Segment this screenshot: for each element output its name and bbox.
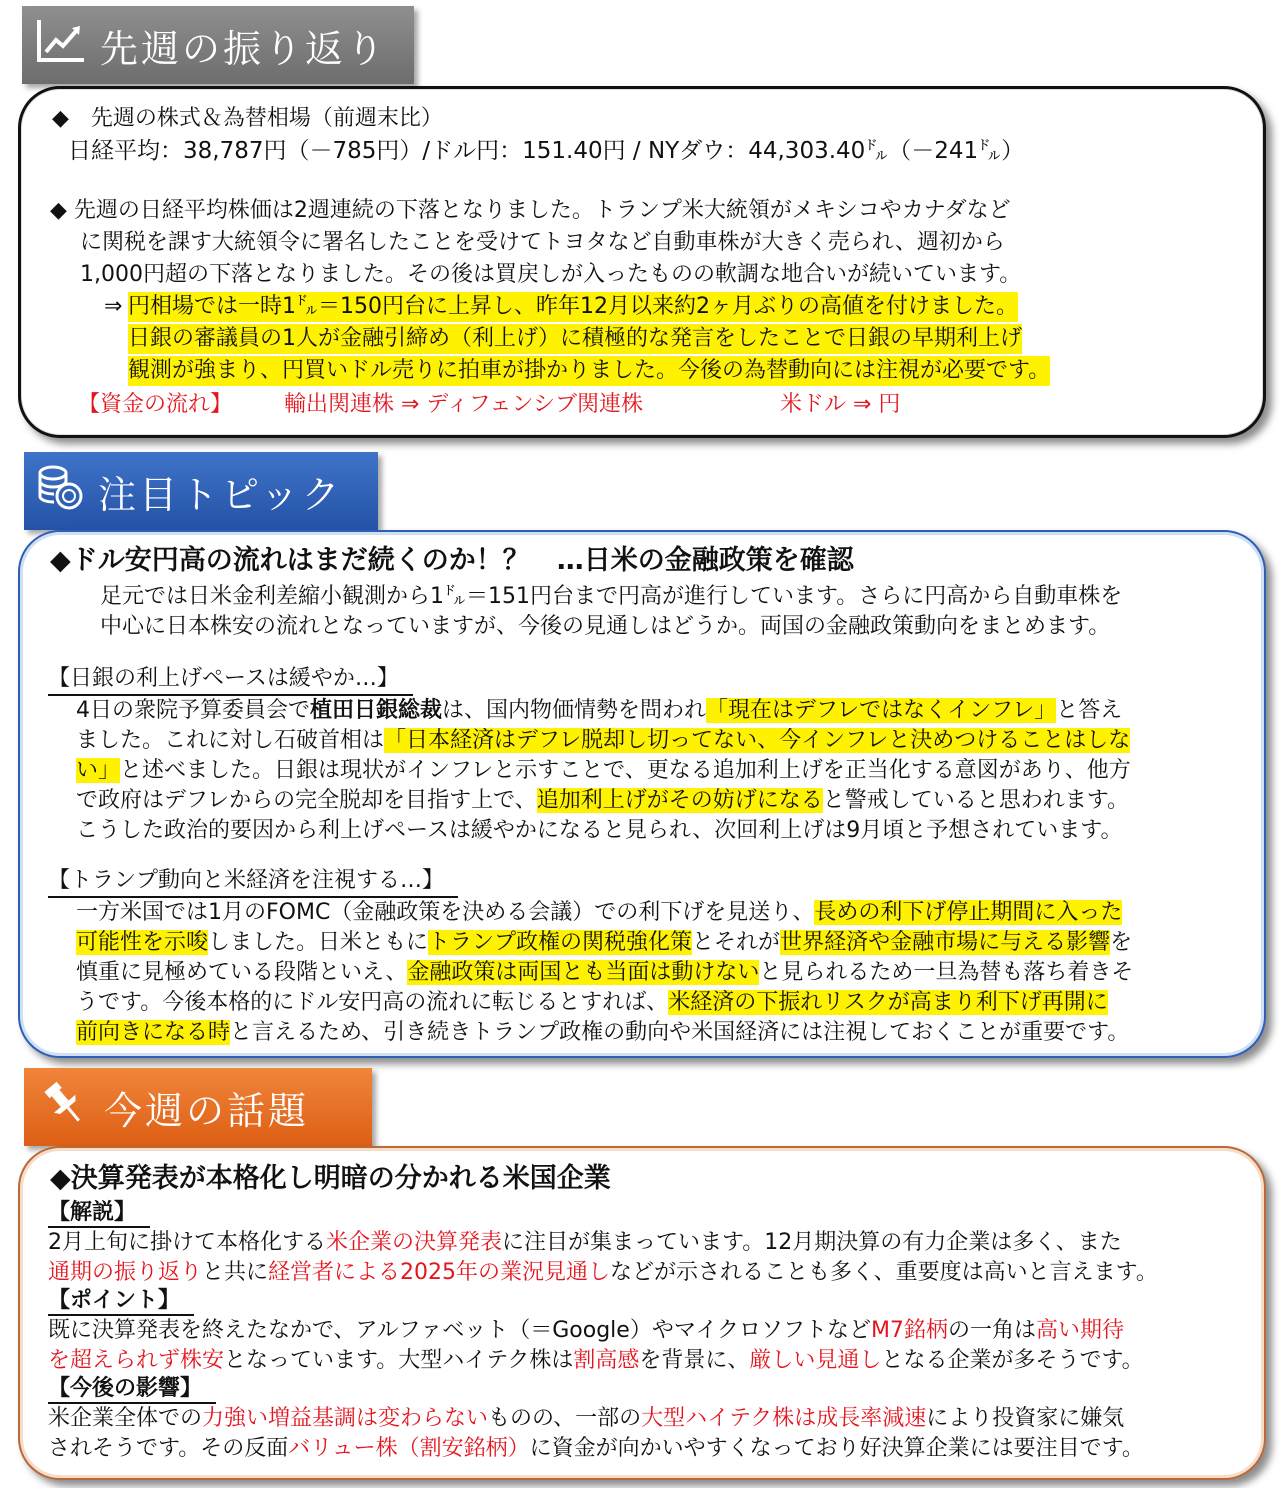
explanation-label: 【解説】 (48, 1200, 150, 1228)
section-tab-title: 先週の振り返り (100, 26, 388, 71)
us-line-5: 前向きになる時と言えるため、引き続きトランプ政権の動向や米国経済には注視しておくことが重要です。 (76, 1020, 1130, 1045)
section-tab-weekly-review (22, 6, 414, 84)
point-label: 【ポイント】 (48, 1288, 194, 1316)
boj-line-1: 4日の衆院予算委員会で植田日銀総裁は、国内物価情勢を問われ「現在はデフレではなくインフレ」と答え (76, 698, 1123, 723)
fund-flow-currency: 米ドル ⇒ 円 (780, 392, 901, 417)
boj-line-3: い」と述べました。日銀は現状がインフレと示すことで、更なる追加利上げを正当化する意図があり、他方 (76, 758, 1131, 783)
boj-subtitle: 【日銀の利上げペースは緩やか…】 (48, 664, 413, 696)
review-para-line-3: 1,000円超の下落となりました。その後は買戻しが入ったものの軟調な地合いが続いています。 (80, 262, 1022, 287)
section-tab-title: 今週の話題 (104, 1088, 310, 1133)
highlight-line-3: 観測が強まり、円買いドル売りに拍車が掛かりました。今後の為替動向には注視が必要です。 (128, 356, 1050, 386)
topic-heading: ◆ドル安円高の流れはまだ続くのか！？ …日米の金融政策を確認 (50, 545, 854, 576)
us-line-3: 慎重に見極めている段階といえ、金融政策は両国とも当面は動けないと見られるため一旦為替も落ち着きそ (76, 960, 1134, 985)
impact-line-2: されそうです。その反面バリュー株（割安銘柄）に資金が向かいやすくなっており好決算企業には要注目です。 (48, 1436, 1144, 1461)
us-line-1: 一方米国では1月のFOMC（金融政策を決める会議）での利下げを見送り、長めの利下げ停止期間に入った (76, 900, 1123, 925)
fund-flow-stocks: 輸出関連株 ⇒ ディフェンシブ関連株 (284, 392, 644, 417)
explanation-line-1: 2月上旬に掛けて本格化する米企業の決算発表に注目が集まっています。12月期決算の有力企業は多く、また (48, 1230, 1122, 1255)
point-line-1: 既に決算発表を終えたなかで、アルファベット（＝Google）やマイクロソフトなどM7銘柄の一角は高い期待 (48, 1318, 1124, 1343)
coins-icon (36, 463, 84, 520)
market-header: ◆ 先週の株式＆為替相場（前週末比） (52, 106, 443, 131)
pushpin-icon (38, 1078, 90, 1137)
impact-label: 【今後の影響】 (48, 1376, 216, 1404)
section-tab-featured-topic (24, 452, 378, 530)
review-para-line-2: に関税を課す大統領令に署名したことを受けてトヨタなど自動車株が大きく売られ、週初から (80, 230, 1005, 255)
arrow-mark: ⇒ (104, 294, 123, 319)
point-line-2: を超えられず株安となっています。大型ハイテク株は割高感を背景に、厳しい見通しとなる企業が多そうです。 (48, 1348, 1144, 1373)
us-line-4: うです。今後本格的にドル安円高の流れに転じるとすれば、米経済の下振れリスクが高まり利下げ再開に (76, 990, 1108, 1015)
fund-flow-label: 【資金の流れ】 (78, 392, 233, 417)
market-values: 日経平均：38,787円（－785円）/ドル円：151.40円 / NYダウ：44,303.40㌦（－241㌦） (68, 138, 1025, 164)
review-para-line-1: ◆ 先週の日経平均株価は2週連続の下落となりました。トランプ米大統領がメキシコやカナダなど (50, 198, 1011, 223)
topic-intro-line-1: 足元では日米金利差縮小観測から1㌦＝151円台まで円高が進行しています。さらに円高から自動車株を (100, 584, 1123, 609)
highlight-line-2: 日銀の審議員の1人が金融引締め（利上げ）に積極的な発言をしたことで日銀の早期利上げ (128, 324, 1022, 354)
highlight-line-1: 円相場では一時1㌦＝150円台に上昇し、昨年12月以来約2ヶ月ぶりの高値を付けました。 (128, 292, 1018, 322)
section-tab-weekly-topics (24, 1068, 372, 1146)
boj-line-4: で政府はデフレからの完全脱却を目指す上で、追加利上げがその妨げになると警戒していると思われます。 (76, 788, 1129, 813)
topics-heading: ◆決算発表が本格化し明暗の分かれる米国企業 (50, 1163, 611, 1194)
us-line-2: 可能性を示唆しました。日米ともにトランプ政権の関税強化策とそれが世界経済や金融市場に与える影響を (76, 930, 1133, 955)
explanation-line-2: 通期の振り返りと共に経営者による2025年の業況見通しなどが示されることも多く、重要度は高いと言えます。 (48, 1260, 1158, 1285)
impact-line-1: 米企業全体での力強い増益基調は変わらないものの、一部の大型ハイテク株は成長率減速により投資家に嫌気 (48, 1406, 1125, 1431)
boj-line-2: ました。これに対し石破首相は「日本経済はデフレ脱却し切ってない、今インフレと決めつけることはしな (76, 728, 1131, 753)
us-subtitle: 【トランプ動向と米経済を注視する…】 (48, 866, 458, 898)
boj-line-5: こうした政治的要因から利上げペースは緩やかになると見られ、次回利上げは9月頃と予想されています。 (76, 818, 1123, 843)
topic-intro-line-2: 中心に日本株安の流れとなっていますが、今後の見通しはどうか。両国の金融政策動向をまとめます。 (100, 614, 1111, 639)
line-chart-icon (36, 18, 86, 73)
section-tab-title: 注目トピック (98, 472, 343, 517)
